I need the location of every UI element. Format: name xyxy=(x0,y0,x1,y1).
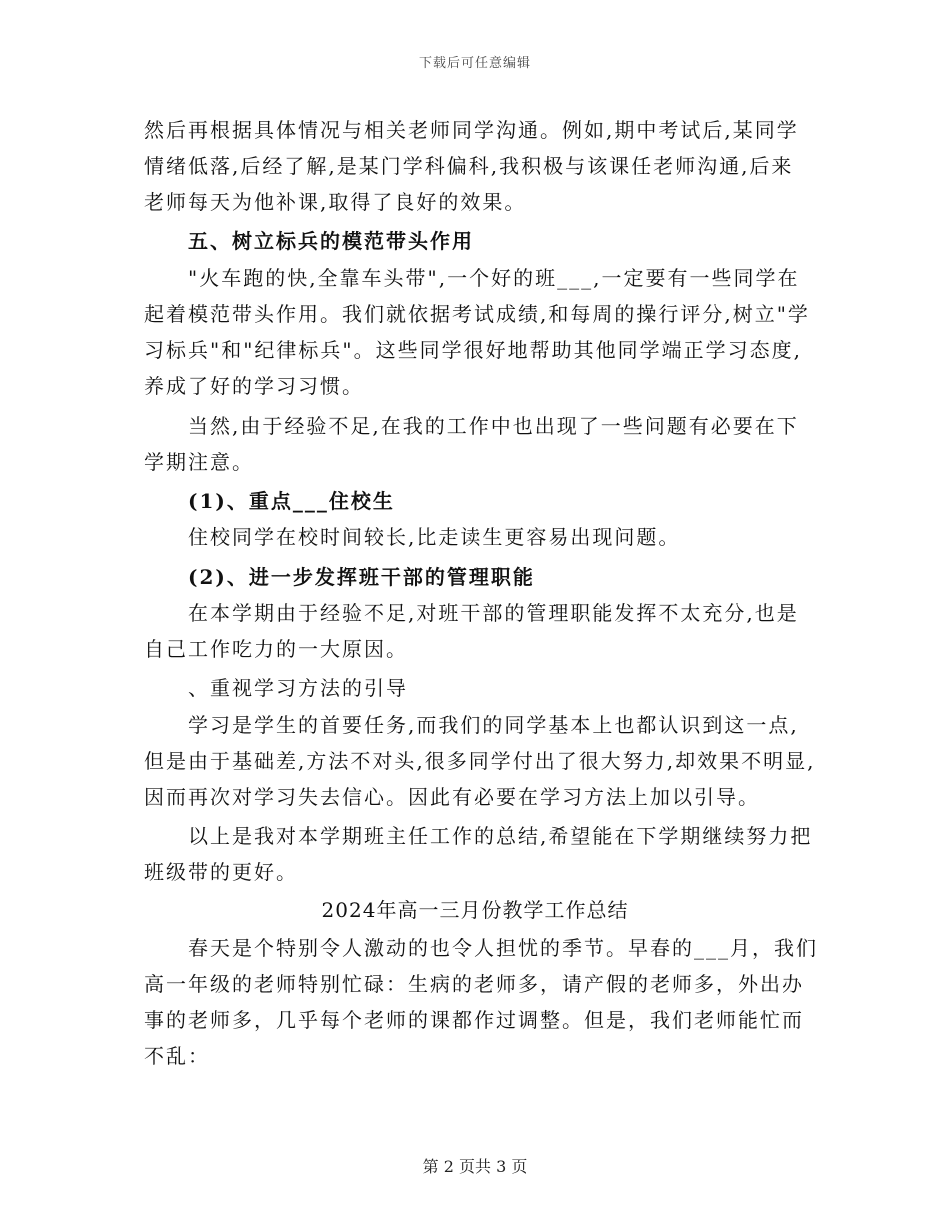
paragraph-line: 因而再次对学习失去信心。因此有必要在学习方法上加以引导。 xyxy=(144,785,760,809)
paragraph-line: 春天是个特别令人激动的也令人担忧的季节。早春的___月，我们 xyxy=(188,936,818,960)
paragraph-line: 但是由于基础差,方法不对头,很多同学付出了很大努力,却效果不明显, xyxy=(144,749,816,773)
paragraph-line: 当然,由于经验不足,在我的工作中也出现了一些问题有必要在下 xyxy=(188,414,799,438)
paragraph-line: 不乱： xyxy=(144,1044,210,1068)
paragraph-line: 情绪低落,后经了解,是某门学科偏科,我积极与该课任老师沟通,后来 xyxy=(144,154,794,178)
paragraph-line: 然后再根据具体情况与相关老师同学沟通。例如,期中考试后,某同学 xyxy=(144,118,799,142)
paragraph-line: 住校同学在校时间较长,比走读生更容易出现问题。 xyxy=(188,525,681,549)
paragraph-line: 在本学期由于经验不足,对班干部的管理职能发挥不太充分,也是 xyxy=(188,601,799,625)
sub-heading: (2)、进一步发挥班干部的管理职能 xyxy=(188,565,535,589)
section-heading: 五、树立标兵的模范带头作用 xyxy=(188,229,474,253)
paragraph-line: 养成了好的学习习惯。 xyxy=(144,374,364,398)
paragraph-line: 高一年级的老师特别忙碌：生病的老师多，请产假的老师多，外出办 xyxy=(144,972,804,996)
paragraph-line: 学习是学生的首要任务,而我们的同学基本上也都认识到这一点, xyxy=(188,713,799,737)
paragraph-line: 习标兵"和"纪律标兵"。这些同学很好地帮助其他同学端正学习态度, xyxy=(144,338,802,362)
paragraph-line: "火车跑的快,全靠车头带",一个好的班___,一定要有一些同学在 xyxy=(188,266,800,290)
paragraph-line: 学期注意。 xyxy=(144,450,254,474)
paragraph-line: 班级带的更好。 xyxy=(144,860,298,884)
page-header: 下载后可任意编辑 xyxy=(418,56,531,71)
paragraph-line: 起着模范带头作用。我们就依据考试成绩,和每周的操行评分,树立"学 xyxy=(144,302,810,326)
section-title: 2024年高一三月份教学工作总结 xyxy=(321,898,629,922)
page-footer: 第 2 页共 3 页 xyxy=(422,1157,528,1176)
sub-heading: 、重视学习方法的引导 xyxy=(188,676,408,700)
paragraph-line: 事的老师多，几乎每个老师的课都作过调整。但是，我们老师能忙而 xyxy=(144,1008,804,1032)
paragraph-line: 以上是我对本学期班主任工作的总结,希望能在下学期继续努力把 xyxy=(188,824,813,848)
paragraph-line: 老师每天为他补课,取得了良好的效果。 xyxy=(144,190,527,214)
sub-heading: (1)、重点___住校生 xyxy=(188,489,395,513)
paragraph-line: 自己工作吃力的一大原因。 xyxy=(144,637,408,661)
